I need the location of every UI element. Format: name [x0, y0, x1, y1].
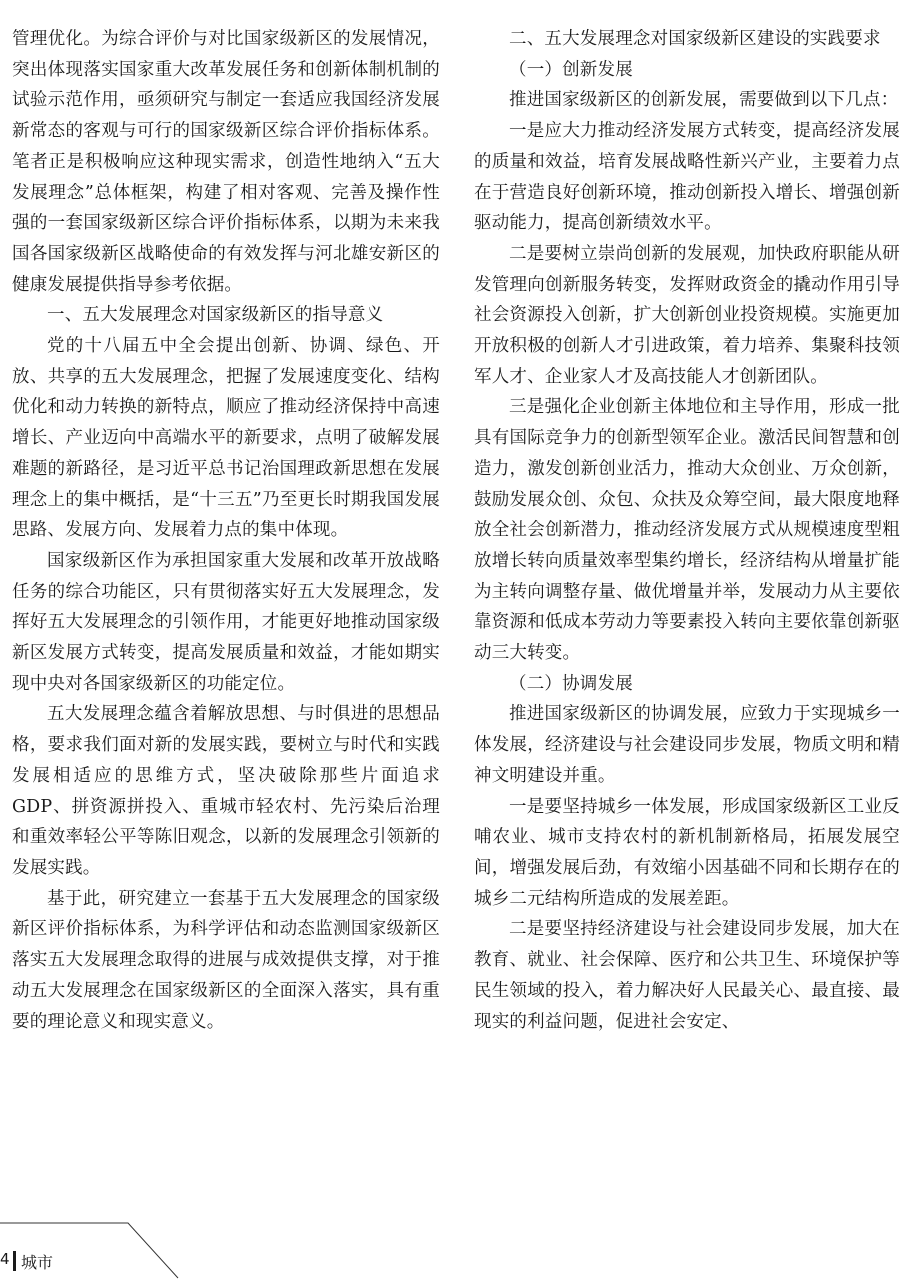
paragraph: 管理优化。为综合评价与对比国家级新区的发展情况，突出体现落实国家重大改革发展任务和创新体制机制的试验示范作用，亟须研究与制定一套适应我国经济发展新常态的客观与可行的国家级新区综合评价指标体系。笔者正是积极响应这种现实需求，创造性地纳入“五大发展理念”总体框架，构建了相对客观、完善及操作性强的一套国家级新区综合评价指标体系，以期为未来我国各国家级新区战略使命的有效发挥与河北雄安新区的健康发展提供指导参考依据。 — [12, 29, 440, 295]
paragraph: 五大发展理念蕴含着解放思想、与时俱进的思想品格，要求我们面对新的发展实践，要树立与时代和实践发展相适应的思维方式，坚决破除那些片面追求GDP、拼资源拼投入、重城市轻农村、先污染后治理和重效率轻公平等陈旧观念，以新的发展理念引领新的发展实践。 — [12, 704, 440, 878]
paragraph: 推进国家级新区的创新发展，需要做到以下几点： — [509, 90, 899, 111]
paragraph: 党的十八届五中全会提出创新、协调、绿色、开放、共享的五大发展理念，把握了发展速度变化、结构优化和动力转换的新特点，顺应了推动经济保持中高速增长、产业迈向中高端水平的新要求，点明了破解发展难题的新路径，是习近平总书记治国理政新思想在发展理念上的集中概括，是“十三五”乃至更长时期我国发展思路、发展方向、发展着力点的集中体现。 — [12, 336, 440, 541]
subsection-heading: （二）协调发展 — [509, 673, 633, 694]
paragraph: 一是要坚持城乡一体发展，形成国家级新区工业反哺农业、城市支持农村的新机制新格局，拓展发展空间，增强发展后劲，有效缩小因基础不同和长期存在的城乡二元结构所造成的发展差距。 — [474, 796, 900, 909]
page-footer — [0, 1218, 200, 1282]
paragraph: 二是要树立崇尚创新的发展观，加快政府职能从研发管理向创新服务转变，发挥财政资金的撬动作用引导社会资源投入创新，扩大创新创业投资规模。实施更加开放积极的创新人才引进政策，着力培养、集聚科技领军人才、企业家人才及高技能人才创新团队。 — [474, 243, 900, 387]
section-heading: 一、五大发展理念对国家级新区的指导意义 — [47, 305, 384, 326]
footer-separator-bar — [13, 1251, 16, 1271]
section-name: 城市 — [21, 1253, 54, 1272]
subsection-heading: （一）创新发展 — [509, 59, 633, 80]
paragraph: 三是强化企业创新主体地位和主导作用，形成一批具有国际竞争力的创新型领军企业。激活民间智慧和创造力，激发创新创业活力，推动大众创业、万众创新，鼓励发展众创、众包、众扶及众筹空间，最大限度地释放全社会创新潜力，推动经济发展方式从规模速度型粗放增长转向质量效率型集约增长，经济结构从增量扩能为主转向调整存量、做优增量并举，发展动力从主要依靠资源和低成本劳动力等要素投入转向主要依靠创新驱动三大转变。 — [474, 397, 900, 664]
paragraph: 推进国家级新区的协调发展，应致力于实现城乡一体发展，经济建设与社会建设同步发展，物质文明和精神文明建设并重。 — [474, 704, 900, 786]
page-number: 4 — [0, 1250, 10, 1268]
left-column — [12, 24, 440, 1037]
paragraph: 基于此，研究建立一套基于五大发展理念的国家级新区评价指标体系，为科学评估和动态监测国家级新区落实五大发展理念取得的进展与成效提供支撑，对于推动五大发展理念在国家级新区的全面深入落实，具有重要的理论意义和现实意义。 — [12, 888, 440, 1032]
right-column — [474, 24, 900, 1037]
paragraph: 二是要坚持经济建设与社会建设同步发展，加大在教育、就业、社会保障、医疗和公共卫生、环境保护等民生领域的投入，着力解决好人民最关心、最直接、最现实的利益问题，促进社会安定、 — [474, 919, 900, 1032]
paragraph: 一是应大力推动经济发展方式转变，提高经济发展的质量和效益，培育发展战略性新兴产业，主要着力点在于营造良好创新环境，推动创新投入增长、增强创新驱动能力，提高创新绩效水平。 — [474, 121, 900, 234]
section-heading: 二、五大发展理念对国家级新区建设的实践要求 — [509, 29, 881, 49]
paragraph: 国家级新区作为承担国家重大发展和改革开放战略任务的综合功能区，只有贯彻落实好五大发展理念，发挥好五大发展理念的引领作用，才能更好地推动国家级新区发展方式转变，提高发展质量和效益，才能如期实现中央对各国家级新区的功能定位。 — [12, 550, 440, 694]
